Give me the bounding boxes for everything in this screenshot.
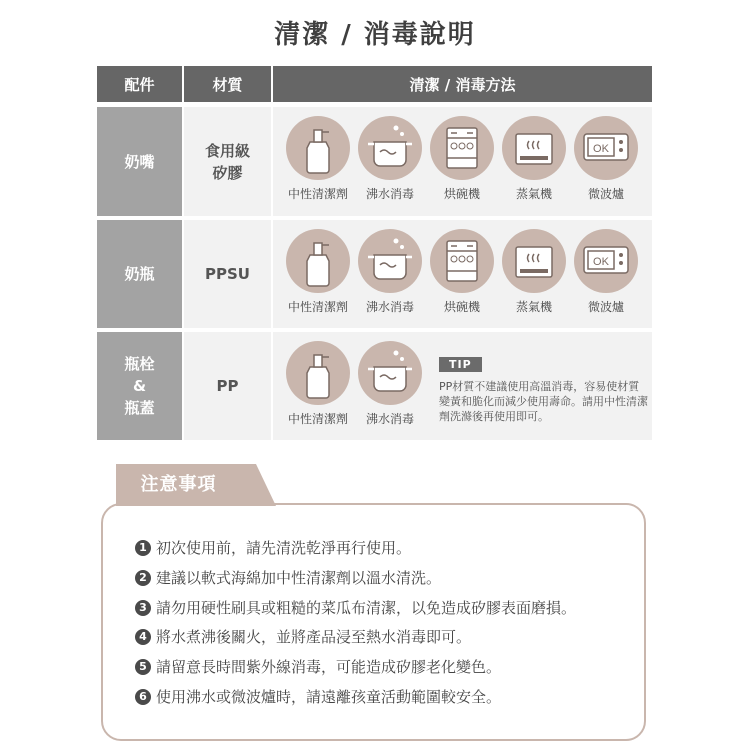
list-item: [135, 597, 576, 618]
method-label: 蒸氣機: [515, 187, 552, 201]
microwave-ok-label: OK: [593, 256, 609, 268]
part-label: 瓶栓 & 瓶蓋: [124, 355, 155, 417]
number-badge: 5: [135, 659, 151, 675]
detergent-icon: [286, 341, 350, 405]
method-label: 蒸氣機: [515, 300, 552, 314]
boiling-pot-icon: [358, 229, 422, 293]
method-cell: [273, 332, 652, 440]
part-cell: [97, 220, 182, 328]
note-text: 建議以軟式海綿加中性清潔劑以溫水清洗。: [156, 569, 442, 587]
material-label: PPSU: [205, 265, 250, 283]
number-badge: 3: [135, 600, 151, 616]
method-label: 烘碗機: [443, 187, 480, 201]
table-row: [97, 220, 652, 328]
part-label: 奶瓶: [124, 265, 155, 283]
header-material: 材質: [184, 66, 271, 102]
method-cell: [273, 220, 652, 328]
steamer-icon: [502, 229, 566, 293]
list-item: [135, 537, 411, 558]
number-badge: 4: [135, 629, 151, 645]
microwave-ok-label: OK: [593, 143, 609, 155]
dish-dryer-icon: [430, 229, 494, 293]
list-item: [135, 567, 441, 588]
method-cell: [273, 107, 652, 216]
note-text: 將水煮沸後關火，並將產品浸至熱水消毒即可。: [156, 628, 472, 646]
note-text: 使用沸水或微波爐時，請遠離孩童活動範圍較安全。: [156, 688, 502, 706]
material-label: 食用級 矽膠: [204, 141, 250, 182]
method-label: 沸水消毒: [365, 187, 414, 201]
material-cell: [184, 107, 271, 216]
detergent-icon: [286, 229, 350, 293]
method-label: 中性清潔劑: [287, 300, 348, 314]
material-cell: [184, 220, 271, 328]
number-badge: 6: [135, 689, 151, 705]
method-label: 微波爐: [587, 187, 624, 201]
list-item: [135, 656, 501, 677]
part-label: 奶嘴: [124, 152, 155, 171]
detergent-icon: [286, 116, 350, 180]
material-label: PP: [216, 377, 239, 395]
notice-title: 注意事項: [140, 474, 217, 495]
method-label: 沸水消毒: [365, 300, 414, 314]
method-label: 中性清潔劑: [287, 412, 348, 426]
list-item: [135, 686, 501, 707]
note-text: 請留意長時間紫外線消毒，可能造成矽膠老化變色。: [156, 658, 502, 676]
header-part: 配件: [97, 66, 182, 102]
header-method: 清潔 / 消毒方法: [273, 66, 652, 102]
method-label: 中性清潔劑: [287, 187, 348, 201]
part-cell: [97, 107, 182, 216]
dish-dryer-icon: [430, 116, 494, 180]
page-title: 清潔 / 消毒說明: [274, 20, 476, 50]
table-row: [97, 107, 652, 216]
note-text: 初次使用前，請先清洗乾淨再行使用。: [156, 539, 412, 557]
microwave-icon: [574, 229, 638, 293]
part-cell: [97, 332, 182, 440]
material-cell: [184, 332, 271, 440]
method-label: 微波爐: [587, 300, 624, 314]
steamer-icon: [502, 116, 566, 180]
microwave-icon: [574, 116, 638, 180]
note-text: 請勿用硬性刷具或粗糙的菜瓜布清潔，以免造成矽膠表面磨損。: [156, 599, 577, 617]
number-badge: 1: [135, 540, 151, 556]
tip-text: PP材質不建議使用高溫消毒，容易使材質變黃和脆化而減少使用壽命。請用中性清潔劑洗滌後再使用即可。: [439, 380, 648, 423]
tip-badge: TIP: [439, 357, 482, 372]
list-item: [135, 626, 471, 647]
number-badge: 2: [135, 570, 151, 586]
table-row: [97, 332, 652, 440]
boiling-pot-icon: [358, 116, 422, 180]
method-label: 烘碗機: [443, 300, 480, 314]
method-label: 沸水消毒: [365, 412, 414, 426]
boiling-pot-icon: [358, 341, 422, 405]
